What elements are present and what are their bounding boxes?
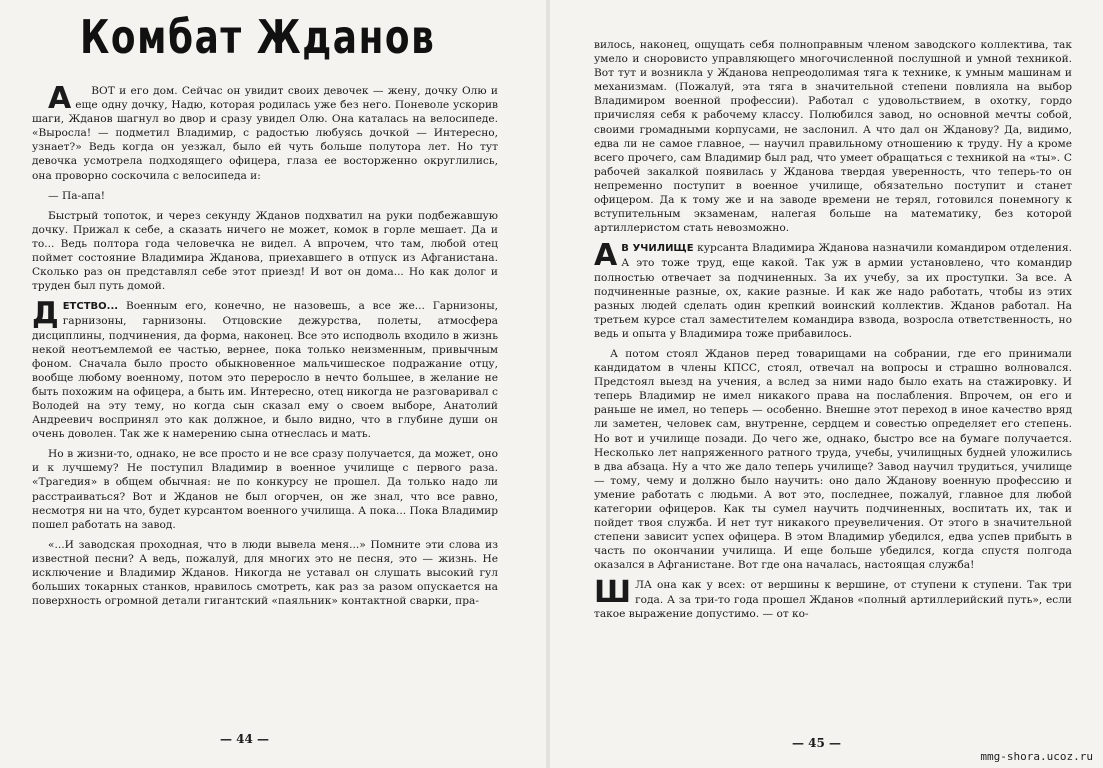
paragraph-text: А потом стоял Жданов перед товарищами на собрании, где его принимали кандидатом в члены КПСС, стоял, отвечал на вопросы и страшно волновался. Предстоял выезд на учения, а вслед за ними надо было ехать на стажировку. И теперь Владимир не имел никакого права на послабления. Впрочем, он его и раньше не имел, но теперь — особенно. Внешне этот переход в иное качество вряд ли заметен, человек сам, внутренне, сердцем и совестью определяет его степень. Но вот и училище позади. До чего же, однако, быстро все на бумаге получается. Несколько лет напряженного ратного труда, учебы, училищных будней уложились в два абзаца. Ну а что же дало теперь училище? Завод научил трудиться, училище — тому, чему и должно было научить: оно дало Жданову военную профессию и умение работать с людьми. А вот это, последнее, пожалуй, главное для любой категории офицеров. Как ты сумел научить подчиненных, воспитать их, так и пойдет твоя служба. И нет тут никакого преувеличения. От этого в значительной степени зависит успех офицера. В этом Владимир убедился, едва успев прибыть в часть по окончании училища. И еще больше убедился, когда спустя полгода оказался в Афганистане. Вот где она началась, настоящая служба! xyxy=(594,347,1072,572)
paragraph-text: Но в жизни-то, однако, не все просто и не все сразу получается, да может, оно и к лучшему? Не поступил Владимир в военное училище с первого раза. «Трагедия» в общем обычная: не по конкурсу не прошел. Да только надо ли расстраиваться? Вот и Жданов не был огорчен, он же знал, что все равно, несмотря ни на что, будет курсантом военного училища. А пока... Пока Владимир пошел работать на завод. xyxy=(32,448,498,531)
page-number: — 45 — xyxy=(792,736,842,750)
lead-in: В УЧИЛИЩЕ xyxy=(621,243,694,255)
paragraph xyxy=(32,81,498,183)
paragraph-text: ВОТ и его дом. Сейчас он увидит своих девочек — жену, дочку Олю и еще одну дочку, Надю, которая родилась уже без него. Поневоле ускорив шаги, Жданов шагнул во двор и сразу увидел Олю. Она каталась на велосипеде. «Выросла! — подметил Владимир, с радостью любуясь дочкой — Интересно, узнает?» Ведь когда он уезжал, было ей чуть больше полутора лет. Но тут девочка усмотрела подходящего офицера, глаза ее восторженно округлились, она проворно соскочила с велосипеда и: xyxy=(32,85,498,182)
drop-cap: Д xyxy=(32,296,59,332)
paragraph-text: ЛА она как у всех: от вершины к вершине, от ступени к ступени. Так три года. А за три-то года прошел Жданов «полный артиллерийский путь», если такое выражение допустимо. — от ко- xyxy=(594,579,1072,620)
paragraph xyxy=(32,209,498,294)
site-watermark: mmg-shora.ucoz.ru xyxy=(980,750,1093,763)
paragraph-text: — Па-апа! xyxy=(48,189,106,202)
paragraph xyxy=(594,575,1072,620)
left-page xyxy=(0,0,548,768)
paragraph-text: Военным его, конечно, не назовешь, а все же... Гарнизоны, гарнизоны, гарнизоны. Отцовские дежурства, полеты, атмосфера дисциплины, подчинения, да форма, наконец. Все это исподволь входило в жизнь некой неотъемлемой ее частью, вернее, пока только неизменным, привычным фоном. Сначала было просто обыкновенное мальчишеское подражание отцу, вообще любому военному, потом это переросло в нечто большее, в желание не быть похожим на офицера, а быть им. Интересно, отец никогда не разговаривал с Володей на эту тему, но когда сын сказал ему о своем выборе, Анатолий Андреевич воспринял это как должное, и было видно, что в глубине души он очень доволен. Так же к намерению сына отнеслась и мать. xyxy=(32,300,498,441)
lead-in: ЕТСТВО... xyxy=(62,301,119,313)
paragraph xyxy=(32,538,498,608)
drop-cap: А xyxy=(48,81,72,116)
paragraph-text: курсанта Владимира Жданова назначили командиром отделения. А это тоже труд, еще какой. Так уж в армии установлено, что командир полностью отвечает за подчиненных. За их учебу, за их проступки. За все. А подчиненные разные, ох, какие разные. И как же надо работать, чтобы из этих разных людей сделать один крепкий воинский коллектив. Жданов работал. На третьем курсе стал заместителем командира взвода, возросла ответственность, но ведь и опыта у Владимира тоже прибавилось. xyxy=(594,242,1072,340)
page-gutter xyxy=(546,0,550,768)
paragraph xyxy=(32,296,498,441)
drop-cap: Ш xyxy=(594,575,632,611)
paragraph xyxy=(594,38,1072,235)
paragraph-text: Быстрый топоток, и через секунду Жданов подхватил на руки подбежавшую дочку. Прижал к себе, а сказать ничего не может, комок в горле мешает. Да и то... Ведь полтора года человечка не видел. А впрочем, что там, любой отец поймет состояние Владимира Жданова, приехавшего в отпуск из Афганистана. Сколько раз он представлял себе этот приезд! И вот он дома... Но как долог и труден был путь домой. xyxy=(32,209,498,293)
article-title: Комбат Жданов xyxy=(80,10,436,64)
paragraph xyxy=(594,238,1072,341)
right-page xyxy=(552,0,1103,768)
paragraph-text: «...И заводская проходная, что в люди вывела меня...» Помните эти слова из известной песни? А ведь, пожалуй, для многих это не песня, это — жизнь. Не исключение и Владимир Жданов. Никогда не уставал он слушать высокий гул больших токарных станков, нравилось смотреть, как раз за разом опускается на поверхность огромной детали гигантский «паяльник» контактной сварки, пра- xyxy=(32,538,498,608)
paragraph xyxy=(594,347,1072,573)
paragraph xyxy=(32,189,498,203)
paragraph-text: вилось, наконец, ощущать себя полноправным членом заводского коллектива, так умело и сноровисто управляющего многочисленной послушной и умной техникой. Вот тут и возникла у Жданова непреодолимая тяга к технике, к умным машинам и механизмам. (Пожалуй, эта тяга в значительной степени повлияла на выбор Владимиром военной профессии). Работал с удовольствием, в охотку, гордо причисляя себя к рабочему классу. Полюбился завод, но основной мечты собой, своими громадными корпусами, не заслонил. А что дал он Жданову? Да, видимо, едва ли не самое главное, — научил правильному отношению к труду. Ну а кроме всего прочего, сам Владимир был рад, что умеет обращаться с техникой на «ты». С рабочей закалкой появилась у Жданова твердая уверенность, что теперь-то он непременно поступит в военное училище, обязательно поступит и станет офицером. Да к тому же и на заводе времени не терял, готовился понемногу к вступительным экзаменам, налегая больше на математику, без которой артиллеристом стать невозможно. xyxy=(594,39,1072,235)
drop-cap: А xyxy=(594,238,618,274)
left-text-column xyxy=(32,81,498,614)
page-number: — 44 — xyxy=(220,732,270,746)
right-text-column xyxy=(594,38,1072,627)
paragraph xyxy=(32,447,498,532)
